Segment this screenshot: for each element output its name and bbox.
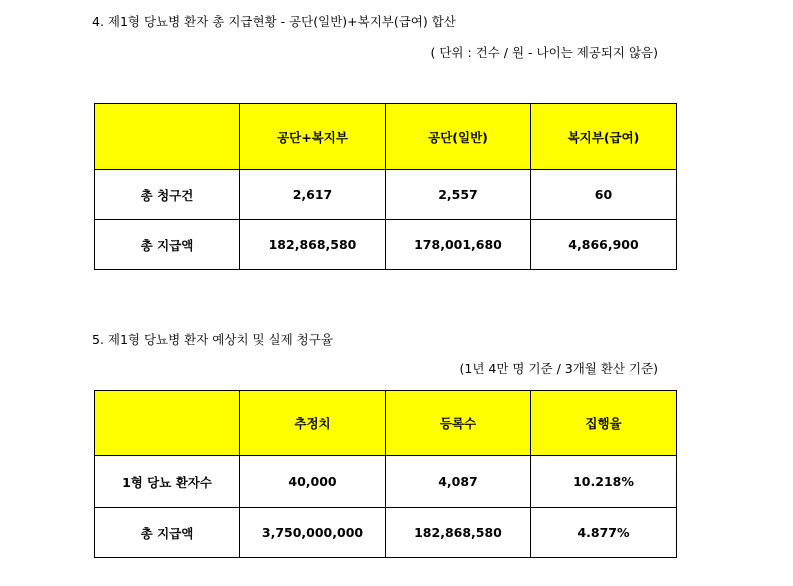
- header-cell: 집행율: [531, 391, 677, 456]
- table-cell: 4,087: [386, 456, 531, 508]
- table-header-row: [95, 104, 677, 170]
- section4-unit-note: ( 단위 : 건수 / 원 - 나이는 제공되지 않음): [430, 45, 658, 60]
- section5-heading: 5. 제1형 당뇨병 환자 예상치 및 실제 청구율: [92, 332, 333, 347]
- table-cell: 10.218%: [531, 456, 677, 508]
- header-cell: 추정치: [240, 391, 386, 456]
- section4-heading: 4. 제1형 당뇨병 환자 총 지급현황 - 공단(일반)+복지부(급여) 합산: [92, 14, 456, 29]
- table-row: [95, 508, 677, 558]
- header-cell: 공단(일반): [386, 104, 531, 170]
- header-cell: 복지부(급여): [531, 104, 677, 170]
- table-cell: 2,557: [386, 170, 531, 220]
- table-row: [95, 170, 677, 220]
- section4-table: [94, 103, 677, 270]
- row-label: 1형 당뇨 환자수: [95, 456, 240, 508]
- table-cell: 182,868,580: [240, 220, 386, 270]
- table-cell: 40,000: [240, 456, 386, 508]
- table-header-row: [95, 391, 677, 456]
- header-cell: 공단+복지부: [240, 104, 386, 170]
- section5-table: [94, 390, 677, 558]
- table-cell: 182,868,580: [386, 508, 531, 558]
- table-cell: 2,617: [240, 170, 386, 220]
- table-row: [95, 456, 677, 508]
- row-label: 총 청구건: [95, 170, 240, 220]
- table-cell: 178,001,680: [386, 220, 531, 270]
- row-label: 총 지급액: [95, 220, 240, 270]
- section5-unit-note: (1년 4만 명 기준 / 3개월 환산 기준): [459, 361, 658, 376]
- table-cell: 4,866,900: [531, 220, 677, 270]
- table-cell: 3,750,000,000: [240, 508, 386, 558]
- header-cell-empty: [95, 391, 240, 456]
- header-cell-empty: [95, 104, 240, 170]
- row-label: 총 지급액: [95, 508, 240, 558]
- table-cell: 60: [531, 170, 677, 220]
- table-cell: 4.877%: [531, 508, 677, 558]
- header-cell: 등록수: [386, 391, 531, 456]
- table-row: [95, 220, 677, 270]
